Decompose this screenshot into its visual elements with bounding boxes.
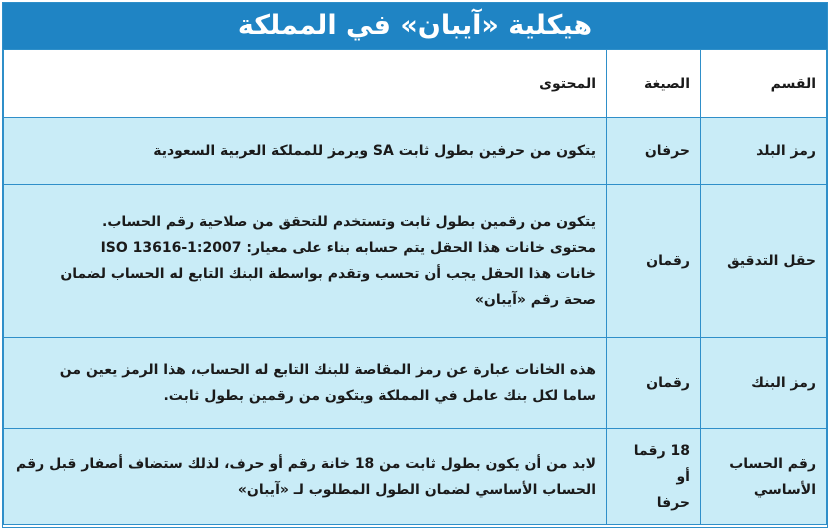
table-header-row bbox=[4, 50, 827, 118]
row-format-line: حرفا bbox=[656, 494, 690, 511]
header-section: القسم bbox=[701, 50, 827, 118]
row-format-line: 18 رقما أو bbox=[633, 442, 690, 485]
row-content-line: لابد من أن يكون بطول ثابت من 18 خانة رقم أو حرف، لذلك ستضاف أصفار قبل رقم bbox=[16, 455, 596, 472]
row-content bbox=[4, 185, 607, 338]
row-content-line: يتكون من رقمين بطول ثابت وتستخدم للتحقق من صلاحية رقم الحساب. bbox=[102, 214, 596, 230]
table-row-country-code bbox=[4, 118, 827, 185]
row-format-label: رقمان bbox=[607, 185, 701, 338]
row-content-line: يتكون من حرفين بطول ثابت SA ويرمز للمملكة العربية السعودية bbox=[153, 143, 596, 159]
table-row-check-digits bbox=[4, 185, 827, 338]
row-section-label: رمز البنك bbox=[701, 338, 827, 429]
table-row-bank-code bbox=[4, 338, 827, 429]
table-row-account-number bbox=[4, 429, 827, 525]
header-content: المحتوى bbox=[4, 50, 607, 118]
row-format-label: حرفان bbox=[607, 118, 701, 185]
row-content bbox=[4, 118, 607, 185]
row-section-line: الأساسي bbox=[753, 481, 816, 498]
row-content-line: الحساب الأساسي لضمان الطول المطلوب لـ «آيبان» bbox=[237, 481, 596, 498]
row-format-label: رقمان bbox=[607, 338, 701, 429]
row-content-line: محتوى خانات هذا الحقل يتم حسابه بناء على معيار: ISO 13616-1:2007 bbox=[100, 240, 596, 256]
row-section-label: حقل التدقيق bbox=[701, 185, 827, 338]
row-section-label: رمز البلد bbox=[701, 118, 827, 185]
row-content-line: هذه الخانات عبارة عن رمز المقاصة للبنك التابع له الحساب، هذا الرمز يعين من bbox=[59, 362, 596, 378]
table-title: هيكلية «آيبان» في المملكة bbox=[3, 3, 827, 49]
header-format: الصيغة bbox=[607, 50, 701, 118]
row-content-line: خانات هذا الحقل يجب أن تحسب وتقدم بواسطة البنك التابع له الحساب لضمان bbox=[60, 266, 596, 282]
row-format-label bbox=[607, 429, 701, 525]
row-section-line: رقم الحساب bbox=[729, 455, 816, 472]
row-content-line: ساما لكل بنك عامل في المملكة ويتكون من رقمين بطول ثابت. bbox=[163, 388, 596, 404]
iban-structure-table bbox=[3, 49, 827, 525]
row-content bbox=[4, 429, 607, 525]
row-content bbox=[4, 338, 607, 429]
row-section-label bbox=[701, 429, 827, 525]
row-content-line: صحة رقم «آيبان» bbox=[474, 292, 596, 308]
iban-structure-table-frame bbox=[2, 2, 828, 528]
